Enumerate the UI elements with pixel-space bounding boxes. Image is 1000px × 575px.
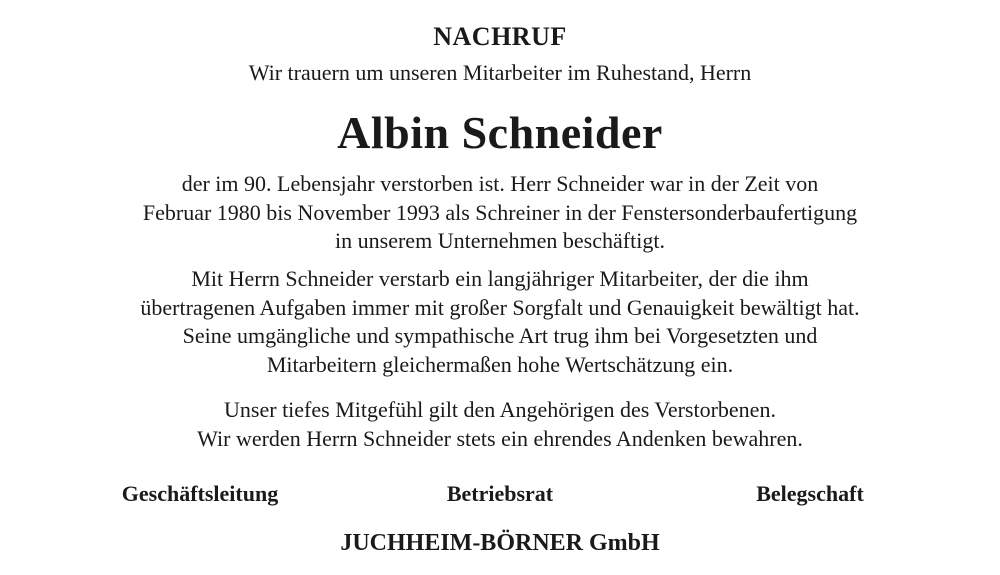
notice-heading: NACHRUF xyxy=(433,22,567,51)
paragraph-line: Wir werden Herrn Schneider stets ein ehrendes Andenken bewahren. xyxy=(197,425,803,451)
paragraph-tribute xyxy=(0,265,1000,380)
paragraph-line: Februar 1980 bis November 1993 als Schreiner in der Fenstersonderbaufertigung xyxy=(142,199,858,225)
paragraph-condolence xyxy=(0,396,1000,453)
signatory-staff: Belegschaft xyxy=(756,481,864,506)
intro-line: Wir trauern um unseren Mitarbeiter im Ruhestand, Herrn xyxy=(248,60,752,85)
paragraph-line: übertragenen Aufgaben immer mit großer Sorgfalt und Genauigkeit bewältigt hat. xyxy=(140,294,860,320)
paragraph-line: Mit Herrn Schneider verstarb ein langjähriger Mitarbeiter, der die ihm xyxy=(191,266,809,291)
signatory-works-council: Betriebsrat xyxy=(446,481,554,506)
paragraph-career xyxy=(0,170,1000,256)
paragraph-line: Mitarbeitern gleichermaßen hohe Wertschätzung ein. xyxy=(266,352,734,378)
paragraph-line: Unser tiefes Mitgefühl gilt den Angehörigen des Verstorbenen. xyxy=(224,397,776,422)
paragraph-line: in unserem Unternehmen beschäftigt. xyxy=(335,228,665,254)
signatory-management: Geschäftsleitung xyxy=(121,481,279,506)
deceased-name: Albin Schneider xyxy=(337,107,663,158)
paragraph-line: der im 90. Lebensjahr verstorben ist. Herr Schneider war in der Zeit von xyxy=(181,171,819,196)
company-name: JUCHHEIM-BÖRNER GmbH xyxy=(340,530,660,556)
paragraph-line: Seine umgängliche und sympathische Art trug ihm bei Vorgesetzten und xyxy=(182,323,818,349)
